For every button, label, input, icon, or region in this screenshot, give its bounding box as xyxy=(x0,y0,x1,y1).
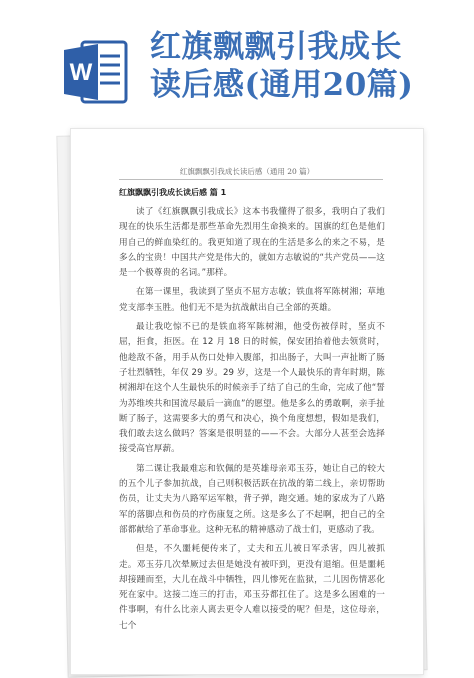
paragraph: 第二课让我最难忘和钦佩的是英雄母亲邓玉芬，她让自己的较大的五个儿子参加抗战，自己则积极活跃在抗战的第二线上，亲切帮助伤员，让丈夫为八路军运军粮，背子弹，跑交通。她的家成为了八路军的落脚点和伤员的疗伤康复之所。这是多么了不起啊，把自己的全部都献给了革命事业。这种无私的精神感动了战士们，更感动了我。 xyxy=(119,463,385,535)
title-line-2: 读后感(通用20篇) xyxy=(150,67,414,103)
paragraph: 在第一课里，我读到了坚贞不屈方志敏；铁血将军陈树湘；草地党支部李玉胜。他们无不是为抗战献出自己全部的英雄。 xyxy=(119,287,385,313)
svg-text:W: W xyxy=(69,59,93,86)
document-page xyxy=(70,128,424,675)
header-divider xyxy=(119,179,383,180)
cover-header xyxy=(0,0,474,120)
paragraph: 但是，不久噩耗便传来了，丈夫和五儿被日军杀害，四儿被抓走。邓玉芬几次晕厥过去但是她没有被吓到，更没有退缩。但是噩耗却接踵而至，大儿在战斗中牺牲，四儿惨死在监狱，二儿因伤情恶化死在家中。这接二连三的打击，邓玉芬都扛住了。这是多么困难的一件事啊，有什么比亲人离去更令人难以接受的呢？但是，这位母亲，七个 xyxy=(119,544,385,631)
running-header: 红旗飘飘引我成长读后感（通用 20 篇） xyxy=(179,167,315,176)
paragraph: 最让我吃惊不已的是铁血将军陈树湘，他受伤被俘时，坚贞不屈，拒食，拒医。在 12 月 18 日的时候，保安团抬着他去领赏时，他趁敌不备，用手从伤口处伸入腹部，扣出肠子，大叫一声扯断了肠子壮烈牺牲，年仅 29 岁。29 岁，这是一个人最快乐的青年时期，陈树湘却在这个人生最快乐的时候亲手了结了自己的生命，完成了他“誓为苏维埃共和国流尽最后一滴血”的愿望。他是多么的勇敢啊，亲手扯断了肠子，这需要多大的勇气和决心，换个角度想想，假如是我们，我们敢去这么做吗？答案是很明显的——不会。大部分人甚至会选择接受高官厚薪。 xyxy=(119,322,385,455)
page-title xyxy=(150,28,450,104)
document-body xyxy=(119,205,385,638)
document-heading: 红旗飘飘引我成长读后感 篇 1 xyxy=(119,188,227,197)
word-document-icon xyxy=(60,36,132,108)
paragraph: 读了《红旗飘飘引我成长》这本书我懂得了很多，我明白了我们现在的快乐生活都是那些革命先烈用生命换来的。国旗的红色是他们用自己的鲜血染红的。我更知道了现在的生活是多么的来之不易，是多么的宝贵！中国共产党是伟大的，就如方志敏说的“共产党员——这是一个极尊贵的名词。”那样。 xyxy=(119,207,385,279)
title-line-1: 红旗飘飘引我成长 xyxy=(150,29,402,65)
